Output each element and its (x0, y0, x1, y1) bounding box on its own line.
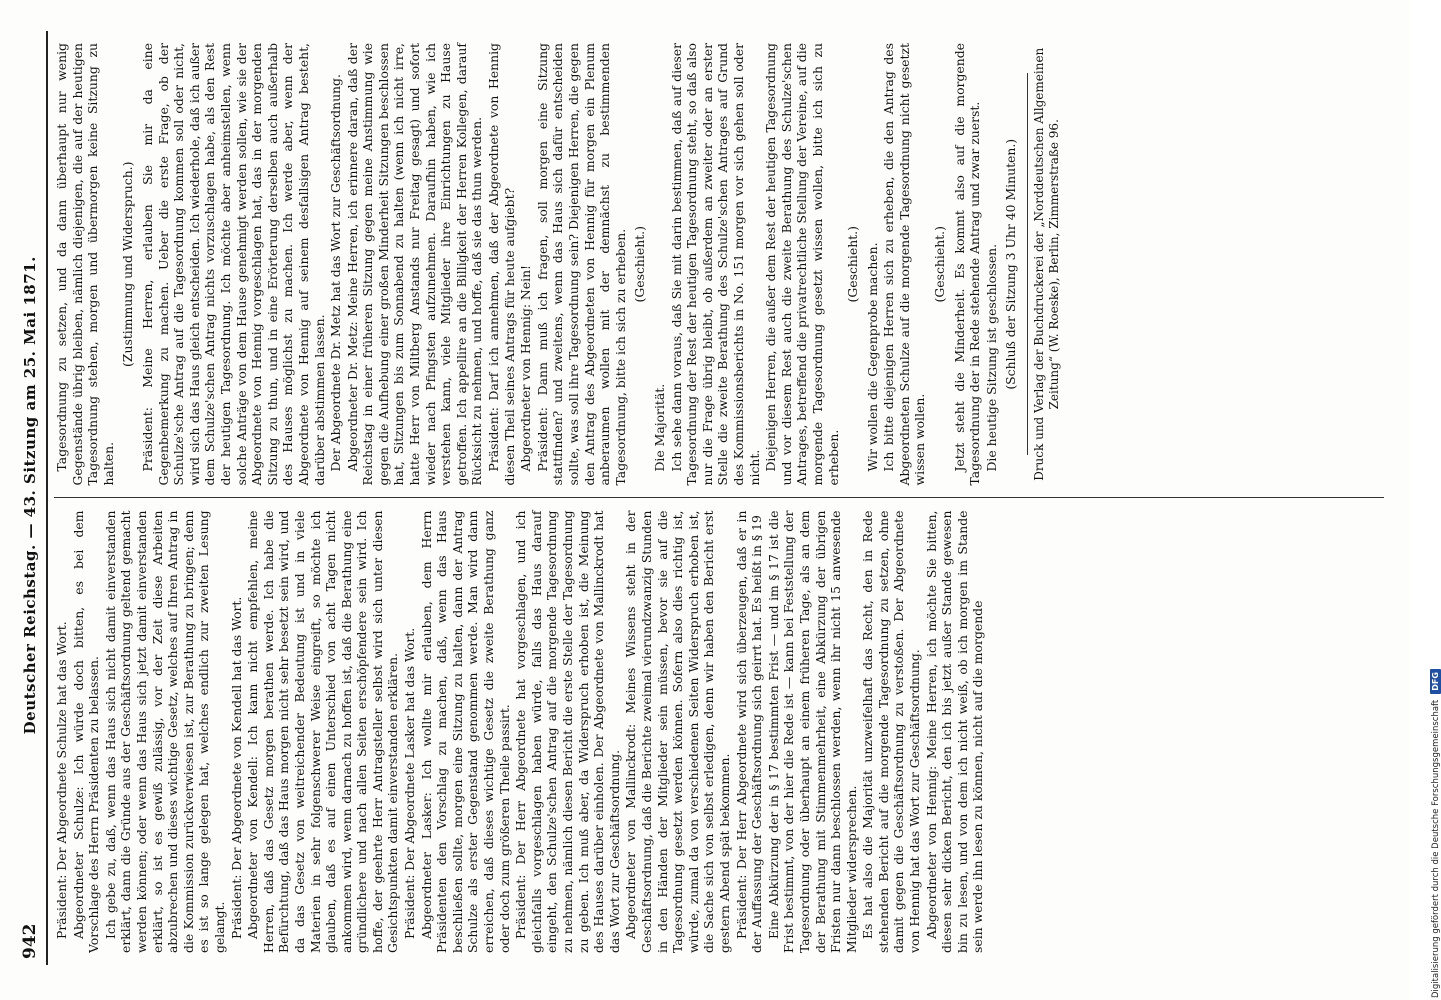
printer-imprint: Druck und Verlag der Buchdruckerei der „Norddeutschen Allgemeinen Zeitung“ (W. Roeske), Berlin, Zimmerstraße 96. (1032, 47, 1062, 481)
paragraph: Ich bitte diejenigen Herren sich zu erheben, die den Antrag des Abgeordneten Schulze auf die morgende Tagesordnung nicht gesetzt wissen wollen. (881, 43, 928, 486)
paragraph: Präsident: Darf ich annehmen, daß der Abgeordnete von Hennig diesen Theil seines Antrags für heute aufgiebt? (486, 43, 517, 486)
paragraph: Abgeordneter von Mallinckrodt: Meines Wissens steht in der Geschäftsordnung, daß die Berichte zweimal vierundzwanzig Stunden in den Händen der Mitglieder sein müssen, bevor sie auf die Tagesordnung gesetzt werden können. Sofern also dies richtig ist, würde, zumal da von verschiedenen Seiten Widerspruch erhoben ist, die Sache sich von selbst erledigen, denn wir haben den Bericht erst gestern Abend spät bekommen. (623, 510, 732, 953)
paragraph: Eine Abkürzung der in § 17 bestimmten Frist — und im § 17 ist die Frist bestimmt, von der hier die Rede ist — kann bei Feststellung der Tagesordnung oder überhaupt an einem früheren Tage, als an dem der Berathung mit Stimmenmehrheit, eine Abkürzung der übrigen Fristen nur dann beschlossen werden, wenn ihr nicht 15 anwesende Mitglieder widersprechen. (765, 510, 859, 953)
page-number: 942 (20, 923, 40, 959)
paragraph: Der Abgeordnete Dr. Metz hat das Wort zur Geschäftsordnung. (328, 74, 344, 472)
paragraph: Es hat also die Majorität unzweifelhaft das Recht, den in Rede stehenden Bericht auf die morgende Tagesordnung zu setzen, ohne damit gegen die Geschäftsordnung zu verstoßen. Der Abgeordnete von Hennig hat das Wort zur Geschäftsordnung. (860, 510, 923, 953)
text-body (54, 31, 1384, 965)
text-column-left (54, 499, 1384, 966)
dfg-sidebar (1410, 0, 1441, 1000)
stage-direction: (Geschieht.) (932, 226, 948, 303)
page-header (20, 31, 48, 965)
paragraph: Präsident: Der Herr Abgeordnete hat vorgeschlagen, und ich gleichfalls vorgeschlagen haben würde, falls das Haus darauf eingeht, den Schulze'schen Antrag auf die morgende Tagesordnung zu nehmen, nämlich diesen Bericht die erste Stelle der Tagesordnung zu geben. Ich muß aber, da Widerspruch erhoben ist, die Meinung des Hauses darüber einholen. Der Abgeordnete von Mallinckrodt hat das Wort zur Geschäftsordnung. (513, 510, 622, 953)
paragraph: Präsident: Der Abgeordnete Schulze hat das Wort. (54, 621, 69, 939)
document-page (10, 5, 1400, 995)
page-title: Deutscher Reichstag. — 43. Sitzung am 25. Mai 1871. (21, 256, 39, 735)
paragraph: Ich gebe zu, daß, wenn das Haus sich nicht damit einverstanden erklärt, dann die Gründe aus der Geschäftsordnung geltend gemacht werden können; oder wenn das Haus sich jetzt damit einverstanden erklärt, so ist es gewiß zulässig, vor der Zeit diese Arbeiten abzubrechen und dieses wichtige Gesetz, welches auf Ihren Antrag in die Kommission zurückverwiesen ist, zur Berathung zu bringen; denn es ist so lange gelegen hat, welches endlich zur zweiten Lesung gelangt. (102, 510, 227, 953)
paragraph: Abgeordneter von Hennig: Nein! (518, 264, 534, 472)
stage-direction: (Geschieht.) (632, 226, 648, 303)
dfg-credit-text: Digitalisierung gefördert durch die Deutsche Forschungsgemeinschaft (1430, 699, 1441, 998)
paragraph: Abgeordneter von Kendell: Ich kann nicht empfehlen, meine Herren, daß das Gesetz morgen berathen werde. Ich habe die Befürchtung, daß das Haus morgen nicht sehr besetzt sein wird, und da das Gesetz von weitreichender Bedeutung ist und in viele Materien in sehr folgenschwerer Weise eingreift, so möchte ich glauben, daß es auf einen Unterschied von acht Tagen nicht ankommen wird, wenn darnach zu hoffen ist, daß die Berathung eine gründlichere und nach allen Seiten erschöpfendere sein wird. Ich hoffe, der geehrte Herr Antragsteller selbst wird sich unter diesen Gesichtspunkten damit einverstanden erklären. (245, 510, 401, 953)
paragraph: Präsident: Der Abgeordnete von Kendell hat das Wort. (228, 596, 244, 939)
text-column-right (54, 31, 1384, 499)
paragraph: Jetzt steht die Minderheit. Es kommt also auf die morgende Tagesordnung der in Rede stehende Antrag und zwar zuerst. (951, 43, 983, 486)
paragraph: Abgeordneter von Hennig: Meine Herren, ich möchte Sie bitten, diesen sehr dicken Bericht, den ich bis jetzt außer Stande gewesen bin zu lesen, und von dem ich nicht weiß, ob ich morgen im Stande sein werde ihn lesen zu können, nicht auf die morgende (923, 510, 986, 953)
paragraph: Die Majorität. (651, 383, 667, 472)
paragraph: Abgeordneter Lasker: Ich wollte mir erlauben, dem Herrn Präsidenten den Vorschlag zu machen, daß, wenn das Haus beschließen sollte, morgen eine Sitzung zu halten, dann der Antrag Schulze als erster Gegenstand genommen werde. Man wird dann erreichen, daß dieses wichtige Gesetz die zweite Berathung ganz oder doch zum größeren Theile passirt. (418, 510, 512, 953)
footer-rule (1027, 73, 1028, 456)
paragraph: Ich sehe dann voraus, daß Sie mit darin bestimmen, daß auf dieser Tagesordnung der Rest der heutigen Tagesordnung steht, so daß also nur die Frage übrig bleibt, ob außerdem an zweiter oder an erster Stelle die zweite Berathung des Schulze'schen Antrages auf Grund des Kommissionsberichts in No. 151 morgen vor sich gehen soll oder nicht. (668, 43, 762, 486)
paragraph: Präsident: Der Herr Abgeordnete wird sich überzeugen, daß er in der Auffassung der Geschäftsordnung sich geirrt hat. Es heißt in § 19 (733, 510, 765, 953)
paragraph: Abgeordneter Dr. Metz: Meine Herren, ich erinnere daran, daß der Reichstag in einer früheren Sitzung gegen meine Anstimmung wie gegen die Aufhebung einer großen Minderheit Sitzungen beschlossen hat, Sitzungen bis zum Sonnabend zu halten (wenn ich nicht irre, hatte Herr von Miltberg Anstands nur Freitag gesagt) und sofort wieder nach Pfingsten aufzunehmen. Daraufhin haben, wie ich verstehen kann, viele Mitglieder ihre Einrichtungen zu Hause getroffen. Ich appellire an die Billigkeit der Herren Kollegen, darauf Rücksicht zu nehmen, und hoffe, daß sie das thun werden. (344, 43, 485, 486)
paragraph: Abgeordneter Schulze: Ich würde doch bitten, es bei dem Vorschlage des Herrn Präsidenten zu belassen. (70, 510, 102, 953)
paragraph: Präsident: Dann muß ich fragen, soll morgen eine Sitzung stattfinden? und zweitens, wenn das Haus sich dafür entscheiden sollte, was soll ihre Tagesordnung sein? Diejenigen Herren, die gegen den Antrag des Abgeordneten von Hennig für morgen ein Plenum anberaumen wollen mit der demnächst zu bestimmenden Tagesordnung, bitte ich sich zu erheben. (534, 43, 628, 486)
dfg-credit (1430, 0, 1441, 998)
stage-direction: (Geschieht.) (845, 226, 861, 303)
paragraph: Tagesordnung zu setzen, und da dann überhaupt nur wenig Gegenstände übrig bleiben, nämlich diejenigen, die auf der heutigen Tagesordnung stehen, morgen und übermorgen keine Sitzung zu halten. (54, 43, 116, 486)
paragraph: Präsident: Meine Herren, erlauben Sie mir da eine Gegenbemerkung zu machen. Ueber die erste Frage, ob der Schulze'sche Antrag auf die Tagesordnung kommen soll oder nicht, wird sich das Haus gleich entscheiden. Ich wiederhole, daß ich außer dem Schulze'schen Antrag nichts vorzuschlagen habe, als den Rest der heutigen Tagesordnung. Ich möchte aber anheimstellen, wenn solche Anträge von dem Hause genehmigt werden sollen, wie sie der Abgeordnete von Hennig vorgeschlagen hat, das in der morgenden Sitzung zu thun, und in eine Erörterung derselben auch außerhalb des Hauses möglichst zu machen. Ich werde aber, wenn der Abgeordnete von Hennig auf seinem desfallsigen Antrag besteht, darüber abstimmen lassen. (139, 43, 327, 486)
dfg-logo-icon: DFG (1430, 669, 1441, 694)
paragraph: Präsident: Der Abgeordnete Lasker hat das Wort. (402, 627, 418, 939)
paragraph: Diejenigen Herren, die außer dem Rest der heutigen Tagesordnung und vor diesem Rest auch die zweite Berathung des Schulze'schen Antrages, betreffend die privatrechtliche Stellung der Vereine, auf die morgende Tagesordnung gesetzt wissen wollen, bitte ich sich zu erheben. (763, 43, 841, 486)
stage-direction: (Schluß der Sitzung 3 Uhr 40 Minuten.) (1003, 138, 1019, 390)
stage-direction: (Zustimmung und Widerspruch.) (120, 161, 136, 367)
paragraph: Die heutige Sitzung ist geschlossen. (983, 243, 999, 472)
paragraph: Wir wollen die Gegenprobe machen. (864, 242, 880, 472)
